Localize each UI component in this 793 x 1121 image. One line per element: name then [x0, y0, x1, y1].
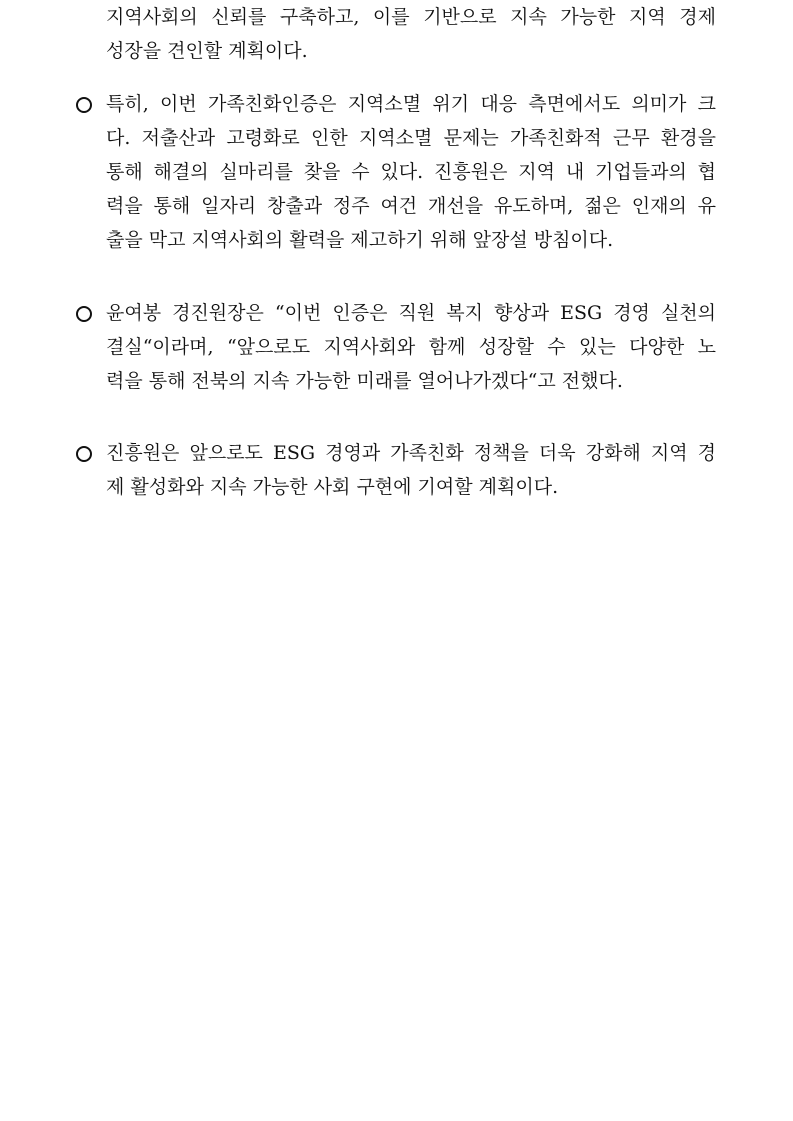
circle-bullet-icon: [76, 97, 92, 113]
paragraph-line: 결실“이라며, “앞으로도 지역사회와 함께 성장할 수 있는 다양한 노: [106, 336, 716, 358]
paragraph-line: 다. 저출산과 고령화로 인한 지역소멸 문제는 가족친화적 근무 환경을: [106, 127, 716, 149]
paragraph-esg-plan: [76, 436, 716, 504]
paragraph-line: 지역사회의 신뢰를 구축하고, 이를 기반으로 지속 가능한 지역 경제: [106, 6, 716, 28]
paragraph-director-quote: [76, 296, 716, 398]
paragraph-line: 력을 통해 일자리 창출과 정주 여건 개선을 유도하며, 젊은 인재의 유: [106, 195, 716, 217]
paragraph-line: 력을 통해 전북의 지속 가능한 미래를 열어나가겠다“고 전했다.: [106, 370, 623, 392]
paragraph-intro-continuation: [76, 0, 716, 68]
paragraph-line: 윤여봉 경진원장은 “이번 인증은 직원 복지 향상과 ESG 경영 실천의: [106, 302, 716, 324]
paragraph-line: 출을 막고 지역사회의 활력을 제고하기 위해 앞장설 방침이다.: [106, 229, 614, 251]
circle-bullet-icon: [76, 446, 92, 462]
paragraph-line: 특히, 이번 가족친화인증은 지역소멸 위기 대응 측면에서도 의미가 크: [106, 93, 716, 115]
paragraph-family-friendly-certification: [76, 87, 716, 257]
paragraph-line: 통해 해결의 실마리를 찾을 수 있다. 진흥원은 지역 내 기업들과의 협: [106, 161, 716, 183]
paragraph-line: 성장을 견인할 계획이다.: [106, 40, 308, 62]
circle-bullet-icon: [76, 306, 92, 322]
paragraph-line: 진흥원은 앞으로도 ESG 경영과 가족친화 정책을 더욱 강화해 지역 경: [106, 442, 716, 464]
paragraph-line: 제 활성화와 지속 가능한 사회 구현에 기여할 계획이다.: [106, 476, 559, 498]
